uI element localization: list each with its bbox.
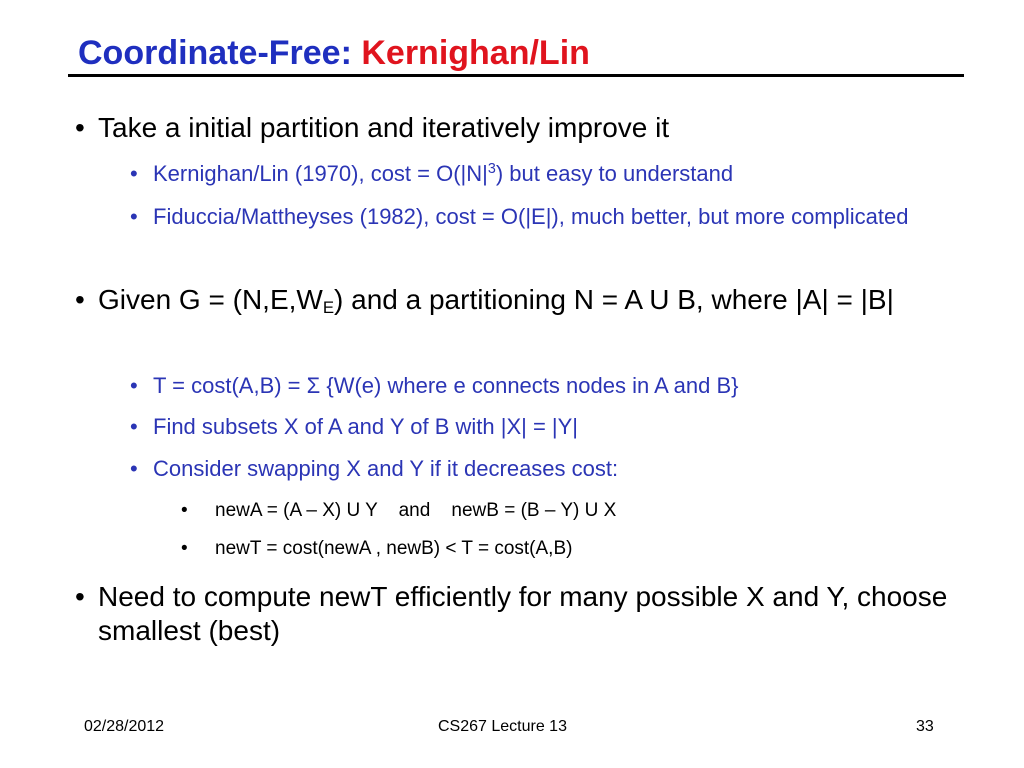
bullet-dot: •	[130, 414, 138, 439]
footer-course: CS267 Lecture 13	[438, 718, 567, 735]
bullet-dot: •	[75, 112, 85, 143]
bullet-dot: •	[75, 581, 85, 612]
bullet-2-3-1	[181, 499, 881, 523]
title-underline	[68, 74, 964, 77]
bullet-2-1-text: T = cost(A,B) = Σ {W(e) where e connects nodes in A and B}	[153, 373, 739, 398]
bullet-2-3-1-text: newA = (A – X) U Y and newB = (B – Y) U X	[215, 500, 617, 521]
bullet-2-3-2	[181, 537, 881, 561]
footer-page-number: 33	[916, 718, 934, 735]
bullet-dot: •	[75, 284, 85, 315]
bullet-1	[75, 111, 955, 145]
bullet-dot: •	[130, 373, 138, 398]
bullet-3	[75, 580, 955, 648]
bullet-1-1-text-pre: Kernighan/Lin (1970), cost = O(|N|	[153, 161, 488, 186]
bullet-1-1-text	[130, 157, 930, 190]
bullet-2-2-text: Find subsets X of A and Y of B with |X| = |Y|	[153, 414, 579, 439]
bullet-dot: •	[130, 161, 138, 186]
bullet-1-2	[130, 200, 930, 233]
bullet-2-text	[75, 283, 955, 317]
slide-title	[78, 34, 590, 73]
bullet-1-1-exponent: 3	[487, 161, 496, 178]
title-part-coordinate-free: Coordinate-Free:	[78, 34, 362, 72]
title-part-kernighan-lin: Kernighan/Lin	[361, 34, 590, 72]
bullet-2-1	[130, 369, 930, 402]
bullet-2-3	[130, 452, 930, 485]
bullet-2-subscript: E	[322, 298, 335, 318]
bullet-1-2-text: Fiduccia/Mattheyses (1982), cost = O(|E|), much better, but more complicated	[153, 204, 909, 229]
bullet-2-2	[130, 410, 930, 443]
bullet-2	[75, 283, 955, 317]
bullet-dot: •	[181, 538, 188, 559]
bullet-1-text: Take a initial partition and iteratively improve it	[98, 112, 670, 143]
bullet-2-text-pre: Given G = (N,E,W	[98, 284, 323, 315]
bullet-2-text-post: ) and a partitioning N = A U B, where |A| = |B|	[334, 284, 894, 315]
bullet-3-text: Need to compute newT efficiently for many possible X and Y, choose smallest (best)	[98, 581, 948, 646]
bullet-dot: •	[181, 500, 188, 521]
bullet-2-3-2-text: newT = cost(newA , newB) < T = cost(A,B)	[215, 538, 573, 559]
bullet-dot: •	[130, 204, 138, 229]
footer-date: 02/28/2012	[84, 718, 165, 735]
bullet-2-3-text: Consider swapping X and Y if it decreases cost:	[153, 456, 619, 481]
bullet-dot: •	[130, 456, 138, 481]
bullet-1-1	[130, 157, 930, 190]
bullet-1-1-text-post: ) but easy to understand	[495, 161, 734, 186]
